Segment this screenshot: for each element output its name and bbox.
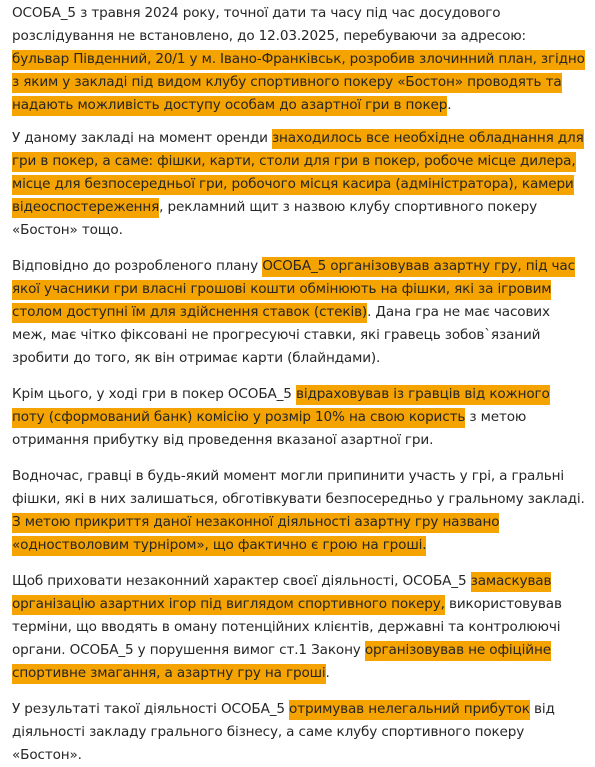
text-segment: використовував терміни, що вводять в оману потенційних клієнтів, державні та контролюючі органи. ОСОБА_5 у порушення вимог ст.1 Закону (12, 596, 562, 658)
text-segment: У результаті такої діяльності ОСОБА_5 (12, 701, 290, 717)
text-segment: . Дана гра не має часових меж, має чітко фіксовані не прогресуючі ставки, які гравець зобов`язаний зробити до того, як він отримає карти (блайндами). (12, 304, 550, 366)
text-segment: , рекламний щит з назвою клубу спортивного покеру «Бостон» тощо. (12, 199, 537, 238)
highlighted-text: відраховував із гравців від кожного поту (сформований банк) комісію у розмір 10% на свою користь (12, 385, 550, 428)
text-segment: Відповідно до розробленого плану (12, 258, 263, 274)
text-segment: . (447, 97, 452, 113)
highlighted-text: отримував нелегальний прибуток (289, 700, 530, 720)
paragraph-4 (12, 383, 585, 452)
paragraph-2 (12, 127, 585, 242)
paragraph-7 (12, 698, 585, 767)
highlighted-text: організовував не офіційне спортивне змагання, а азартну гру на гроші (12, 641, 551, 684)
text-segment: У даному закладі на момент оренди (12, 130, 272, 146)
highlighted-text: знаходилось все необхідне обладнання для гри в покер, а саме: фішки, карти, столи для гри в покер, робоче місце дилера, місце для безпосередньої гри, робочого місця касира (адміністратора), камери відеоспостереження (12, 129, 584, 218)
paragraph-3 (12, 255, 585, 370)
highlighted-text: ОСОБА_5 організовував азартну гру, під час якої учасники гри власні грошові кошти обмінюють на фішки, які за ігровим столом доступні їм для здійснення ставок (стеків) (12, 257, 575, 323)
text-segment: від діяльності закладу грального бізнесу, а саме клубу спортивного покеру «Бостон». (12, 701, 555, 763)
text-segment: з метою отримання прибутку від проведення вказаної азартної гри. (12, 409, 527, 448)
text-segment: ОСОБА_5 з травня 2024 року, точної дати та часу під час досудового розслідування не встановлено, до 12.03.2025, перебуваючи за адресою: (12, 5, 526, 44)
highlighted-text: З метою прикриття даної незаконної діяльності азартну гру названо «одностволовим турніром», що фактично є грою на гроші. (12, 513, 499, 556)
paragraph-6 (12, 570, 585, 685)
paragraph-1 (12, 2, 585, 117)
text-segment: Крім цього, у ході гри в покер ОСОБА_5 (12, 386, 296, 402)
text-segment: Щоб приховати незаконний характер своєї діяльності, ОСОБА_5 (12, 573, 471, 589)
paragraph-5 (12, 465, 585, 557)
text-segment: . (325, 665, 330, 681)
text-segment: Водночас, гравці в будь-який момент могли припинити участь у грі, а гральні фішки, які в них залишаться, обготівкувати безпосередньо у гральному закладі. (12, 468, 585, 507)
highlighted-text: замаскував організацію азартних ігор під виглядом спортивного покеру, (12, 572, 551, 615)
highlighted-text: бульвар Південний, 20/1 у м. Івано-Франківськ, розробив злочинний план, згідно з яким у закладі під видом клубу спортивного покеру «Бостон» проводять та надають можливість доступу особам до азартної гри в покер (12, 50, 585, 116)
